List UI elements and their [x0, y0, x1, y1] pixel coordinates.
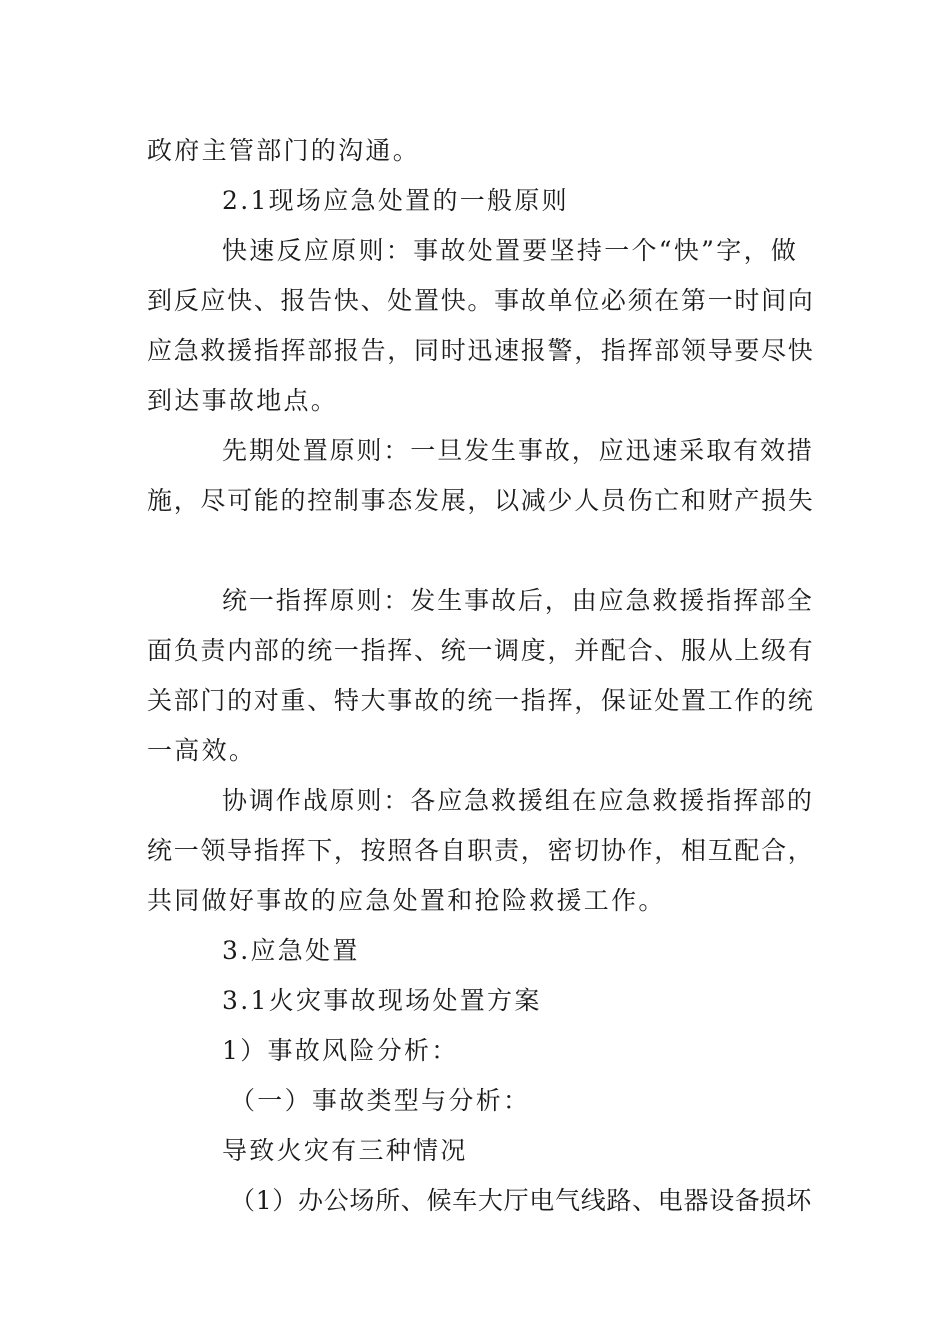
paragraph-line: 关部门的对重、特大事故的统一指挥，保证处置工作的统: [147, 686, 815, 715]
paragraph-line: 统一领导指挥下，按照各自职责，密切协作，相互配合，: [147, 836, 815, 865]
paragraph-line: 导致火灾有三种情况: [222, 1136, 468, 1165]
paragraph-line: 共同做好事故的应急处置和抢险救援工作。: [147, 886, 666, 915]
paragraph-line: 施，尽可能的控制事态发展，以减少人员伤亡和财产损失: [147, 486, 815, 515]
paragraph-line: 统一指挥原则：发生事故后，由应急救援指挥部全: [222, 586, 814, 615]
section-heading: 3.应急处置: [222, 936, 360, 965]
paragraph-line: 到达事故地点。: [147, 386, 339, 415]
section-heading: 2.1现场应急处置的一般原则: [222, 186, 569, 215]
paragraph-line: 到反应快、报告快、处置快。事故单位必须在第一时间向: [147, 286, 815, 315]
paragraph-line: 面负责内部的统一指挥、统一调度，并配合、服从上级有: [147, 636, 815, 665]
paragraph-line: 快速反应原则：事故处置要坚持一个“快”字，做: [222, 236, 799, 265]
paragraph-line: 先期处置原则：一旦发生事故，应迅速采取有效措: [222, 436, 814, 465]
paragraph-line: 一高效。: [147, 736, 257, 765]
paragraph-line: 应急救援指挥部报告，同时迅速报警，指挥部领导要尽快: [147, 336, 815, 365]
section-heading: 3.1火灾事故现场处置方案: [222, 986, 542, 1015]
subsection-heading: （一）事故类型与分析：: [230, 1086, 531, 1115]
paragraph-line: 协调作战原则：各应急救援组在应急救援指挥部的: [222, 786, 814, 815]
paragraph-line: 政府主管部门的沟通。: [147, 136, 421, 165]
subsection-heading: 1）事故风险分析：: [222, 1036, 459, 1065]
list-item: （1）办公场所、候车大厅电气线路、电器设备损坏: [230, 1186, 813, 1215]
